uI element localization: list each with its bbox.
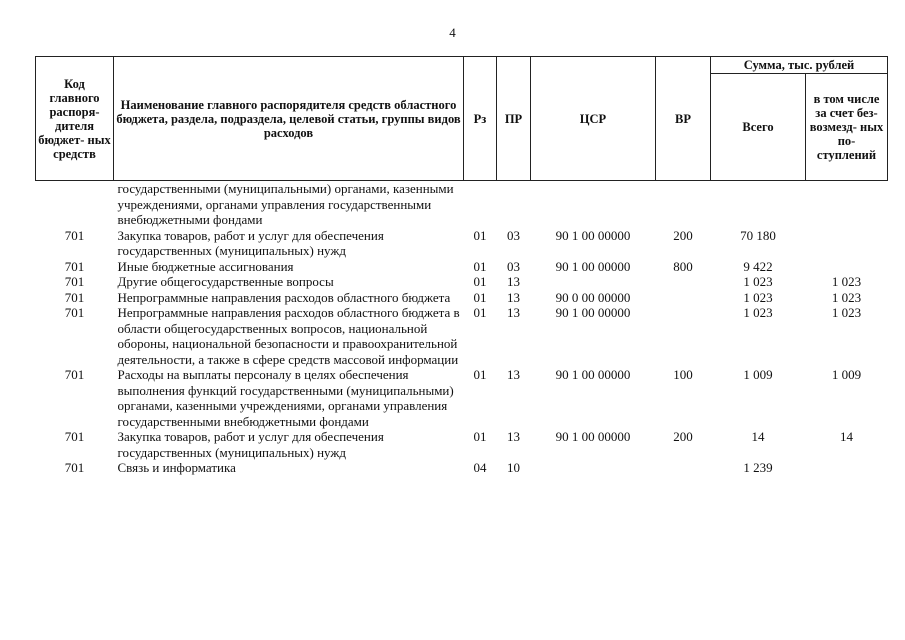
cell-code: [36, 181, 114, 228]
cell-pr: 13: [507, 429, 520, 444]
cell-pr: 13: [507, 274, 520, 289]
cell-rz: 01: [473, 289, 487, 305]
cell-code: 701: [64, 289, 85, 305]
cell-csr: 90 1 00 00000: [555, 305, 631, 320]
cell-incl: 1 023: [831, 289, 862, 305]
table-row: [36, 181, 888, 228]
cell-pr: [497, 181, 531, 228]
cell-vr: [656, 290, 711, 306]
cell-pr: 13: [507, 367, 520, 382]
cell-name: Расходы на выплаты персоналу в целях обеспечения выполнения функций государственными (муниципальными) органами, казенными учреждениями, органами управления государственными внебюджетными фондами: [117, 367, 454, 429]
cell-vr: 800: [673, 258, 693, 274]
cell-csr: [531, 181, 656, 228]
cell-incl: 1 023: [831, 305, 862, 320]
cell-code: 701: [64, 460, 85, 475]
table-row: [36, 259, 888, 275]
header-code: Код главного распоря- дителя бюджет- ных средств: [36, 57, 114, 181]
cell-code: 701: [64, 258, 85, 274]
cell-name: Другие общегосударственные вопросы: [117, 274, 334, 289]
cell-total: 1 239: [743, 460, 773, 475]
cell-vr: 100: [673, 367, 693, 382]
cell-incl: [806, 259, 888, 275]
cell-csr: 90 1 00 00000: [555, 367, 631, 382]
header-name: Наименование главного распорядителя средств областного бюджета, раздела, подраздела, целевой статьи, группы видов расходов: [114, 57, 464, 181]
cell-vr: 200: [673, 227, 693, 243]
cell-csr: 90 0 00 00000: [555, 289, 631, 305]
cell-rz: 01: [473, 227, 487, 243]
cell-incl: [806, 181, 888, 228]
header-total: Всего: [711, 74, 806, 181]
cell-vr: [656, 305, 711, 367]
cell-rz: 01: [473, 274, 487, 289]
cell-total: 1 023: [743, 305, 773, 320]
header-csr: ЦСР: [531, 57, 656, 181]
cell-csr: 90 1 00 00000: [555, 258, 631, 274]
cell-name: Непрограммные направления расходов областного бюджета: [117, 289, 451, 305]
cell-incl: [806, 228, 888, 259]
header-pr: ПР: [497, 57, 531, 181]
cell-code: 701: [64, 429, 85, 444]
cell-name: Закупка товаров, работ и услуг для обеспечения государственных (муниципальных) нужд: [117, 227, 384, 258]
table-header: [36, 57, 888, 181]
cell-code: 701: [64, 305, 85, 320]
cell-csr: 90 1 00 00000: [555, 227, 631, 243]
header-sum: Сумма, тыс. рублей: [711, 57, 888, 74]
cell-vr: [656, 274, 711, 290]
cell-vr: [656, 460, 711, 476]
cell-vr: [656, 181, 711, 228]
table-row: [36, 429, 888, 460]
page-number: 4: [449, 25, 456, 40]
cell-rz: 04: [473, 460, 487, 475]
cell-total: 9 422: [743, 258, 773, 274]
cell-name: государственными (муниципальными) органами, казенными учреждениями, органами управления государственными внебюджетными фондами: [117, 181, 454, 227]
cell-rz: 01: [473, 429, 487, 444]
cell-rz: 01: [473, 258, 487, 274]
cell-incl: 1 009: [831, 367, 862, 382]
cell-total: 1 023: [743, 289, 773, 305]
table-row: [36, 367, 888, 429]
table-row: [36, 228, 888, 259]
header-incl: в том числе за счет без- возмезд- ных по- ступлений: [806, 74, 888, 181]
cell-total: 70 180: [740, 227, 776, 243]
cell-csr: [531, 274, 656, 290]
cell-incl: [806, 460, 888, 476]
cell-name: Связь и информатика: [117, 460, 236, 475]
header-rz: Рз: [464, 57, 497, 181]
cell-rz: [464, 181, 497, 228]
budget-table: [35, 56, 888, 476]
table-row: [36, 290, 888, 306]
cell-name: Закупка товаров, работ и услуг для обеспечения государственных (муниципальных) нужд: [117, 429, 384, 460]
table-body: [36, 181, 888, 476]
table-row: [36, 305, 888, 367]
cell-total: 1 009: [743, 367, 773, 382]
cell-total: 1 023: [743, 274, 773, 289]
cell-name: Иные бюджетные ассигнования: [117, 258, 294, 274]
cell-code: 701: [64, 274, 85, 289]
cell-pr: 13: [507, 305, 520, 320]
cell-name: Непрограммные направления расходов областного бюджета в области общегосударственных вопросов, национальной обороны, национальной безопасности и правоохранительной деятельности, а также в сфере средств массовой информации: [117, 305, 460, 367]
table-row: [36, 460, 888, 476]
table-row: [36, 274, 888, 290]
cell-rz: 01: [473, 367, 487, 382]
cell-incl: 1 023: [831, 274, 862, 289]
cell-pr: 03: [507, 258, 520, 274]
cell-rz: 01: [473, 305, 487, 320]
cell-pr: 10: [507, 460, 520, 475]
cell-vr: 200: [673, 429, 693, 444]
cell-total: 14: [751, 429, 765, 444]
cell-code: 701: [64, 367, 85, 382]
cell-pr: 03: [507, 227, 520, 243]
cell-pr: 13: [507, 289, 520, 305]
header-vr: ВР: [656, 57, 711, 181]
cell-incl: 14: [840, 429, 853, 444]
cell-csr: [531, 460, 656, 476]
cell-total: [711, 181, 806, 228]
cell-csr: 90 1 00 00000: [555, 429, 631, 444]
cell-code: 701: [64, 227, 85, 243]
